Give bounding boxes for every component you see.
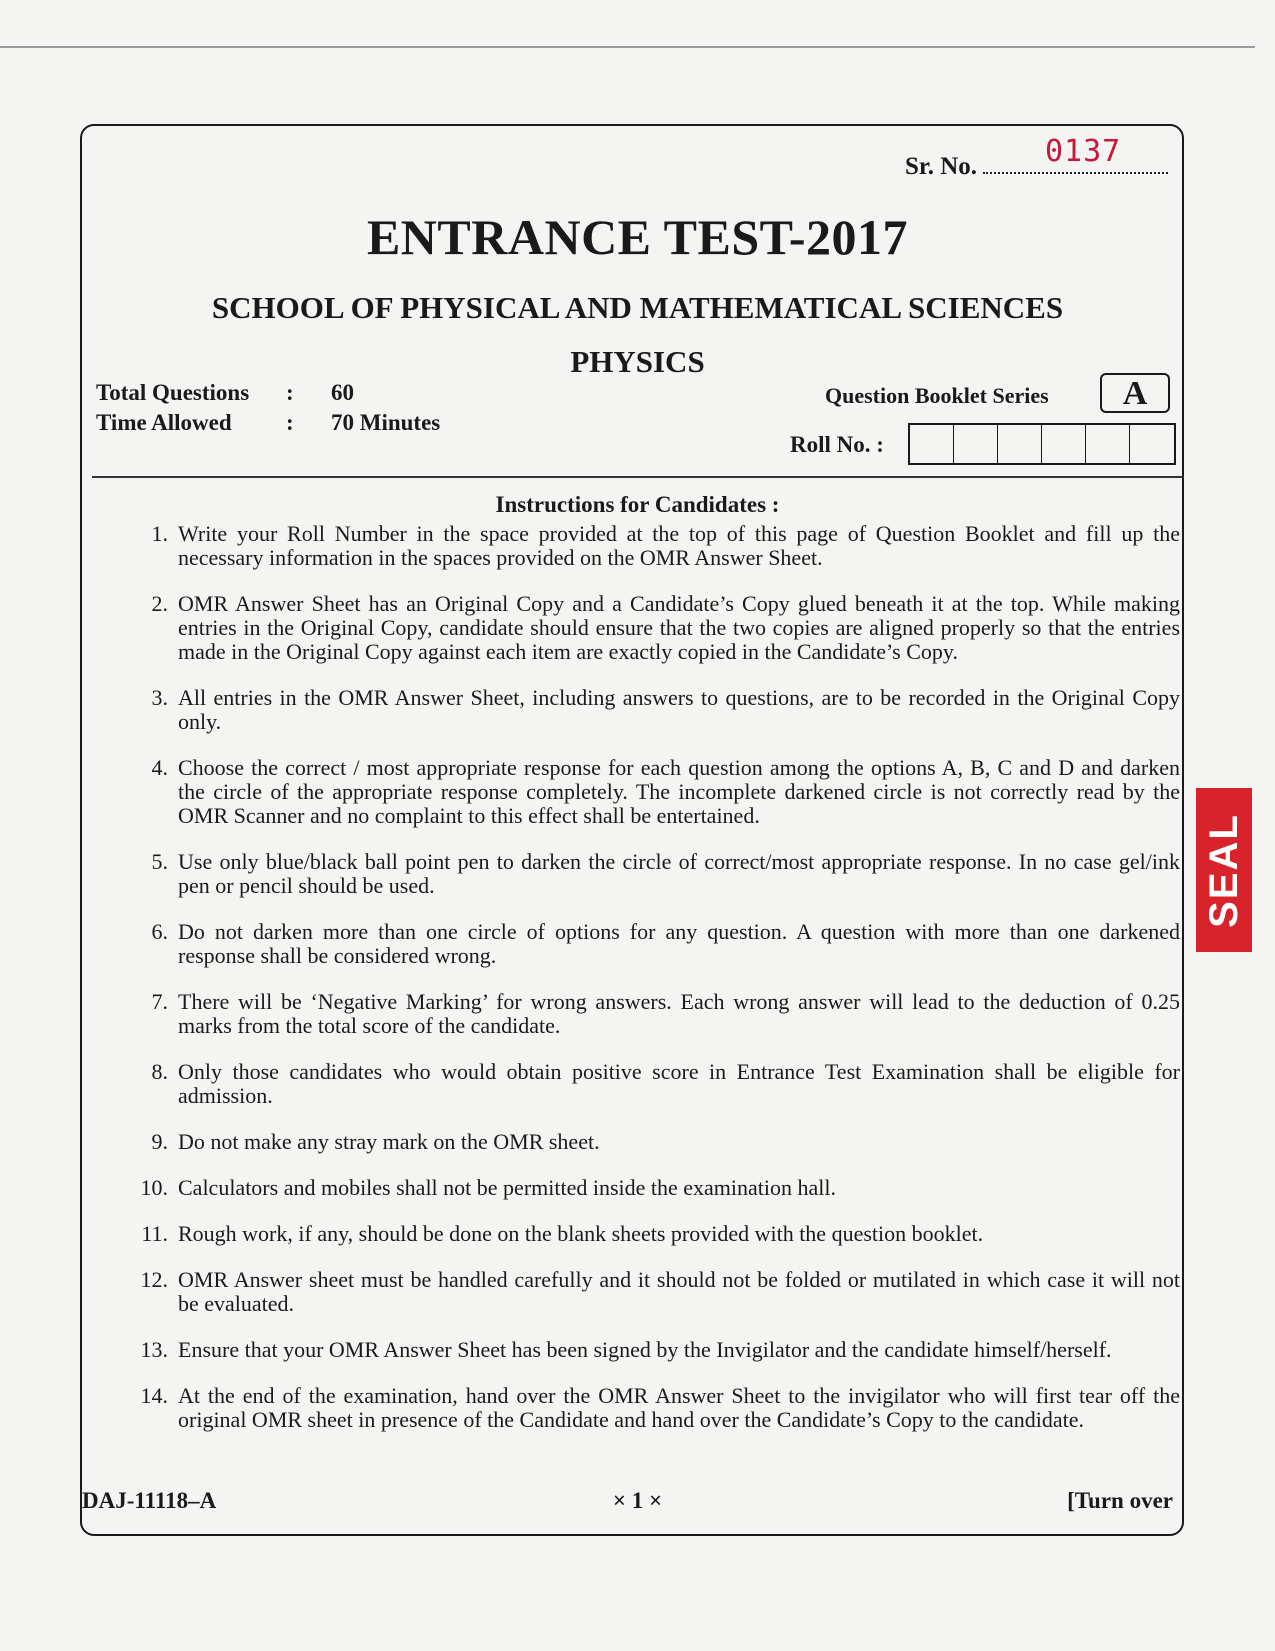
instruction-item bbox=[120, 1268, 1180, 1316]
subject-name: PHYSICS bbox=[570, 344, 705, 379]
instructions-list bbox=[120, 518, 1180, 1432]
instruction-item bbox=[120, 1176, 1180, 1200]
time-allowed-value: 70 Minutes bbox=[331, 410, 441, 435]
instruction-text: Choose the correct / most appropriate response for each question among the options A, B, C and D and darken the circle of the appropriate response completely. The incomplete darkened circle is not correctly read by the OMR Scanner and no complaint to this effect shall be entertained. bbox=[178, 755, 1180, 828]
booklet-code: DAJ-11118–A bbox=[82, 1488, 217, 1513]
booklet-series-value: A bbox=[1100, 373, 1170, 413]
time-allowed-label: Time Allowed bbox=[96, 410, 232, 435]
seal-sticker bbox=[1196, 788, 1252, 952]
instruction-number: 2. bbox=[151, 591, 168, 616]
instruction-item bbox=[120, 522, 1180, 570]
roll-digit-box[interactable] bbox=[998, 425, 1042, 463]
instruction-number: 14. bbox=[140, 1383, 168, 1408]
instruction-item bbox=[120, 1130, 1180, 1154]
instruction-text: There will be ‘Negative Marking’ for wrong answers. Each wrong answer will lead to the deduction of 0.25 marks from the total score of the candidate. bbox=[178, 989, 1180, 1038]
instruction-number: 9. bbox=[151, 1129, 168, 1154]
roll-digit-box[interactable] bbox=[954, 425, 998, 463]
instruction-number: 4. bbox=[151, 755, 168, 780]
instruction-number: 6. bbox=[151, 919, 168, 944]
instruction-item bbox=[120, 920, 1180, 968]
instruction-number: 5. bbox=[151, 849, 168, 874]
page-number: × 1 × bbox=[612, 1488, 663, 1513]
instruction-item bbox=[120, 592, 1180, 664]
instruction-number: 8. bbox=[151, 1059, 168, 1084]
instruction-number: 13. bbox=[140, 1337, 168, 1362]
total-questions-value: 60 bbox=[331, 380, 354, 405]
instruction-item bbox=[120, 1222, 1180, 1246]
instruction-text: All entries in the OMR Answer Sheet, including answers to questions, are to be recorded in the Original Copy only. bbox=[178, 685, 1180, 734]
roll-digit-box[interactable] bbox=[910, 425, 954, 463]
roll-digit-box[interactable] bbox=[1042, 425, 1086, 463]
instruction-text: Do not darken more than one circle of options for any question. A question with more than one darkened response shall be considered wrong. bbox=[178, 919, 1180, 968]
booklet-series-label: Question Booklet Series bbox=[825, 383, 1049, 408]
top-scan-edge bbox=[0, 46, 1255, 48]
instruction-item bbox=[120, 686, 1180, 734]
instruction-text: OMR Answer Sheet has an Original Copy and a Candidate’s Copy glued beneath it at the top. While making entries in the Original Copy, candidate should ensure that the two copies are aligned properly so that the entries made in the Original Copy against each item are exactly copied in the Candidate’s Copy. bbox=[178, 591, 1180, 664]
instruction-text: Rough work, if any, should be done on the blank sheets provided with the question booklet. bbox=[178, 1221, 984, 1246]
instruction-number: 10. bbox=[140, 1175, 168, 1200]
instruction-item bbox=[120, 1384, 1180, 1432]
school-name: SCHOOL OF PHYSICAL AND MATHEMATICAL SCIENCES bbox=[211, 290, 1064, 325]
turn-over-label: [Turn over bbox=[1067, 1488, 1173, 1513]
instruction-item bbox=[120, 990, 1180, 1038]
instructions-title: Instructions for Candidates : bbox=[495, 492, 780, 517]
total-questions-row bbox=[96, 380, 354, 406]
instruction-text: OMR Answer sheet must be handled carefully and it should not be folded or mutilated in which case it will not be evaluated. bbox=[178, 1267, 1180, 1316]
header-divider bbox=[92, 476, 1184, 478]
roll-digit-box[interactable] bbox=[1086, 425, 1130, 463]
instruction-number: 12. bbox=[140, 1267, 168, 1292]
instruction-item bbox=[120, 1338, 1180, 1362]
roll-number-label: Roll No. : bbox=[790, 432, 884, 457]
instruction-text: Write your Roll Number in the space provided at the top of this page of Question Booklet and fill up the necessary information in the spaces provided on the OMR Answer Sheet. bbox=[178, 521, 1180, 570]
instruction-item bbox=[120, 850, 1180, 898]
seal-text: SEAL bbox=[1201, 812, 1246, 928]
instruction-text: Calculators and mobiles shall not be permitted inside the examination hall. bbox=[178, 1175, 837, 1200]
separator: : bbox=[286, 410, 294, 435]
instruction-text: Do not make any stray mark on the OMR sheet. bbox=[178, 1129, 600, 1154]
instruction-item bbox=[120, 1060, 1180, 1108]
instruction-text: Use only blue/black ball point pen to darken the circle of correct/most appropriate response. In no case gel/ink pen or pencil should be used. bbox=[178, 849, 1180, 898]
instruction-text: Ensure that your OMR Answer Sheet has been signed by the Invigilator and the candidate himself/herself. bbox=[178, 1337, 1112, 1362]
instruction-item bbox=[120, 756, 1180, 828]
roll-digit-box[interactable] bbox=[1130, 425, 1174, 463]
serial-value: 0137 bbox=[1045, 134, 1122, 169]
serial-label: Sr. No. bbox=[905, 153, 978, 180]
time-allowed-row bbox=[96, 410, 440, 436]
separator: : bbox=[286, 380, 294, 405]
instruction-number: 7. bbox=[151, 989, 168, 1014]
roll-number-boxes[interactable] bbox=[908, 423, 1176, 465]
instruction-text: Only those candidates who would obtain positive score in Entrance Test Examination shall be eligible for admission. bbox=[178, 1059, 1180, 1108]
page-title: ENTRANCE TEST-2017 bbox=[366, 209, 909, 265]
instruction-number: 11. bbox=[141, 1221, 168, 1246]
instruction-number: 1. bbox=[151, 521, 168, 546]
instruction-number: 3. bbox=[151, 685, 168, 710]
serial-number bbox=[905, 152, 1168, 181]
total-questions-label: Total Questions bbox=[96, 380, 250, 405]
instruction-text: At the end of the examination, hand over the OMR Answer Sheet to the invigilator who will first tear off the original OMR sheet in presence of the Candidate and hand over the Candidate’s Copy to the candidate. bbox=[178, 1383, 1180, 1432]
